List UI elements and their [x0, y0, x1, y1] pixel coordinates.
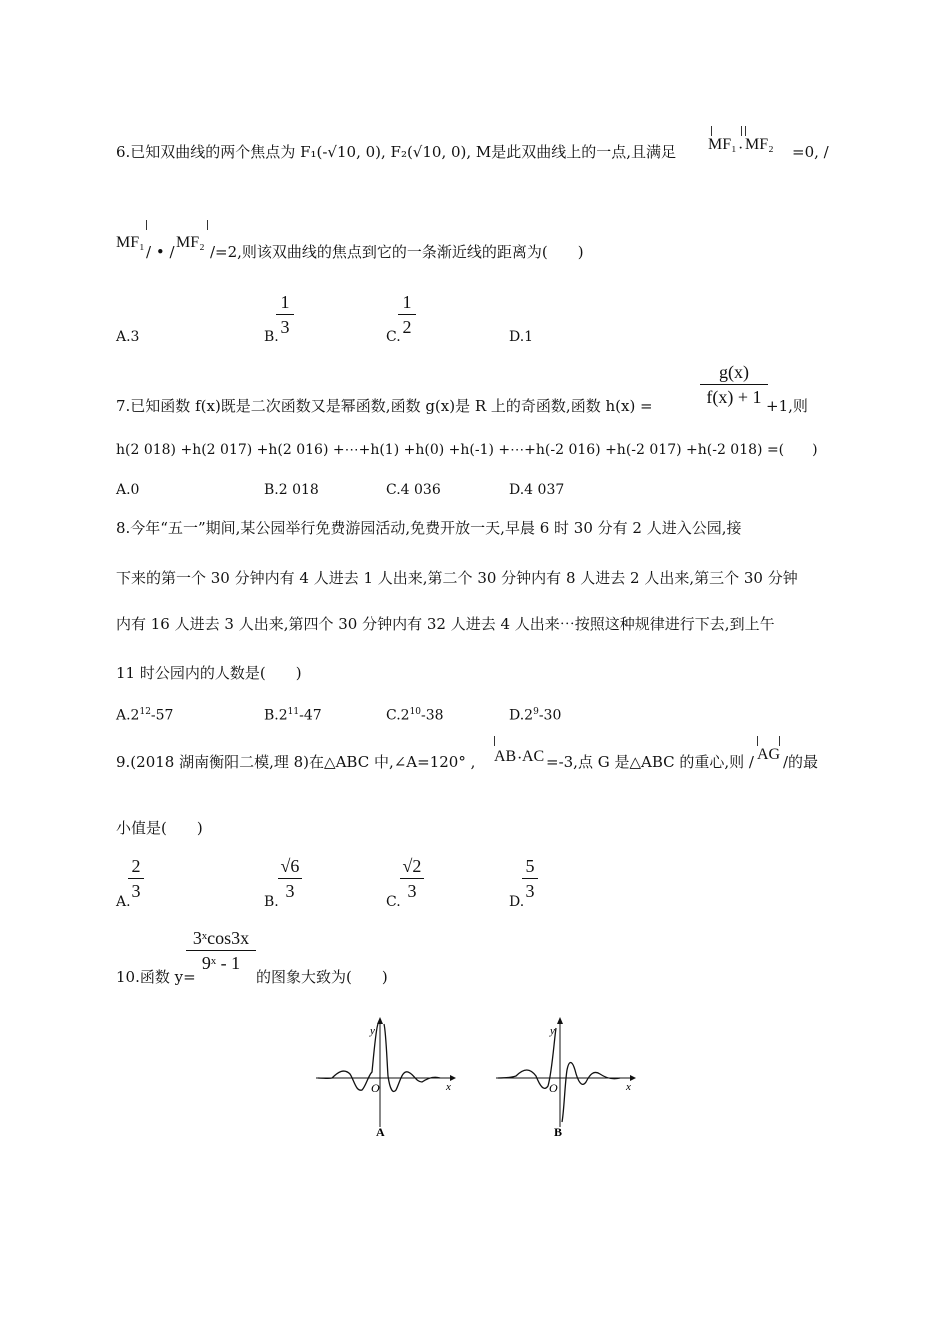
fraction-denominator: 3 [131, 881, 141, 901]
q9-vector-ag [757, 746, 780, 764]
x-axis-arrow-icon [450, 1075, 456, 1081]
vector-arrow-mark [741, 126, 742, 136]
q8-option-c[interactable] [386, 703, 444, 725]
q9-line1 [116, 752, 475, 772]
q6-option-c-fraction [398, 292, 416, 337]
q6-option-d-text: D.1 [509, 329, 534, 345]
q6-option-d[interactable] [509, 328, 533, 346]
q7-option-c-text: C.4 036 [386, 482, 441, 498]
q6-line2-vec-a-text: MF₁ [116, 234, 145, 251]
fraction-numerator: g(x) [719, 362, 749, 382]
curve-right [384, 1024, 440, 1091]
q8-line2-text: 下来的第一个 30 分钟内有 4 人进去 1 人出来,第二个 30 分钟内有 8 人进去 2 人出来,第三个 30 分钟 [116, 569, 798, 587]
q9-vec-ab-text: AB [494, 748, 517, 765]
q6-line2-end [210, 242, 584, 262]
q7-line1-end [766, 396, 808, 416]
q9-vector-ac [522, 748, 544, 766]
q6-vec-b-text: MF₂ [745, 136, 774, 153]
option-rest: -30 [538, 707, 562, 724]
option-base: C.2 [386, 707, 410, 724]
q7-option-a-text: A.0 [116, 482, 140, 498]
option-rest: -38 [421, 707, 444, 724]
q7-fraction [700, 362, 768, 407]
fraction-bar [186, 950, 256, 951]
fraction-bar [276, 314, 294, 315]
q9-mid [546, 752, 754, 772]
fraction-denominator: 3 [285, 881, 295, 901]
option-exponent: 9 [533, 707, 539, 717]
fraction-numerator: 5 [525, 856, 535, 876]
q6-line2-vector-mf1 [116, 234, 145, 252]
q9-line1-text: 9.(2018 湖南衡阳二模,理 8)在△ABC 中,∠A=120° , [116, 753, 476, 771]
q6-option-b-text: B. [264, 329, 279, 345]
q8-option-b[interactable] [264, 703, 322, 725]
q7-line1-text: 7.已知函数 f(x)既是二次函数又是幂函数,函数 g(x)是 R 上的奇函数,函数 h(x) = [116, 397, 653, 415]
q6-line2-vector-mf2 [176, 234, 205, 252]
curve-left [498, 1028, 556, 1088]
fraction-denominator: 3 [525, 881, 535, 901]
option-exponent: 11 [287, 707, 300, 717]
y-axis-label: y [550, 1025, 555, 1037]
option-exponent: 12 [139, 707, 151, 717]
q7-line2 [116, 440, 818, 460]
q6-line2-mid [146, 242, 175, 262]
q8-line1-text: 8.今年“五一”期间,某公园举行免费游园活动,免费开放一天,早晨 6 时 30 分有 2 人进入公园,接 [116, 519, 742, 537]
q9-option-b-text: B. [264, 894, 279, 910]
curve-left [318, 1024, 378, 1090]
q8-option-a[interactable] [116, 703, 173, 725]
fraction-denominator: f(x) + 1 [706, 387, 762, 407]
q8-line4-text: 11 时公园内的人数是( ) [116, 664, 302, 682]
q6-option-a-text: A.3 [116, 329, 140, 345]
y-axis-label: y [370, 1025, 375, 1037]
q7-option-b[interactable] [264, 481, 319, 499]
option-base: D.2 [509, 707, 534, 724]
q9-option-b-fraction [278, 856, 302, 901]
q10-prefix [116, 967, 196, 987]
q10-suffix [256, 967, 388, 987]
vector-arrow-mark [207, 220, 208, 230]
q9-option-a-text: A. [116, 894, 131, 910]
origin-label: O [549, 1081, 558, 1095]
q8-line3 [116, 614, 775, 634]
fraction-numerator: 1 [280, 292, 290, 312]
q7-option-d-text: D.4 037 [509, 482, 565, 498]
fraction-bar [398, 314, 416, 315]
option-rest: -57 [150, 707, 174, 724]
graph-a[interactable] [310, 1012, 460, 1142]
fraction-denominator: 3 [280, 317, 290, 337]
q9-mid-text: =-3,点 G 是△ABC 的重心,则 / [546, 753, 754, 771]
x-axis-arrow-icon [630, 1075, 636, 1081]
vector-arrow-mark [745, 126, 746, 136]
q6-option-c-text: C. [386, 329, 401, 345]
q6-line2-end-text: /=2,则该双曲线的焦点到它的一条渐近线的距离为( ) [210, 243, 584, 261]
q8-line1 [116, 518, 742, 538]
option-base: B.2 [264, 707, 288, 724]
fraction-denominator: 9ˣ - 1 [201, 953, 241, 973]
fraction-numerator: √6 [280, 856, 300, 876]
q8-option-d[interactable] [509, 703, 561, 725]
fraction-bar [700, 384, 768, 385]
graph-b[interactable] [490, 1012, 640, 1142]
q6-line2-mid-text: / • / [146, 243, 175, 261]
x-axis-label: x [446, 1081, 451, 1093]
curve-right [562, 1063, 620, 1123]
q7-option-c[interactable] [386, 481, 441, 499]
vector-arrow-mark [494, 736, 495, 746]
option-exponent: 10 [409, 707, 422, 717]
q8-line4 [116, 663, 302, 683]
q6-vector-mf1 [708, 136, 737, 154]
y-axis-arrow-icon [377, 1017, 383, 1024]
q7-option-a[interactable] [116, 481, 139, 499]
q9-line2 [116, 818, 203, 838]
q8-line3-text: 内有 16 人进去 3 人出来,第四个 30 分钟内有 32 人进去 4 人出来⋯按照这种规律进行下去,到上午 [116, 615, 775, 633]
q7-line1 [116, 396, 653, 416]
q10-prefix-text: 10.函数 y= [116, 968, 196, 986]
q9-line1-end [783, 752, 818, 772]
q9-line1-end-text: /的最 [783, 753, 819, 771]
fraction-numerator: 1 [402, 292, 412, 312]
q6-vector-mf2 [745, 136, 774, 154]
fraction-bar [400, 878, 424, 879]
fraction-numerator: √2 [402, 856, 422, 876]
fraction-denominator: 2 [402, 317, 412, 337]
fraction-denominator: 3 [407, 881, 417, 901]
q9-option-d-fraction [522, 856, 538, 901]
q7-line1-end-text: +1,则 [766, 397, 808, 415]
q6-line1-end-text: =0, / [792, 143, 829, 161]
q8-line2 [116, 568, 798, 588]
graph-a-label: A [376, 1125, 385, 1139]
q9-vec-ag-text: AG [757, 746, 781, 763]
option-base: A.2 [116, 707, 140, 724]
vector-arrow-mark [779, 736, 780, 746]
q6-line1-text: 6.已知双曲线的两个焦点为 F₁(-√10, 0), F₂(√10, 0), M是此双曲线上的一点,且满足 [116, 143, 677, 161]
q6-dot [738, 140, 743, 158]
vector-arrow-mark [757, 736, 758, 746]
q9-line2-text: 小值是( ) [116, 819, 203, 837]
q7-option-b-text: B.2 018 [264, 482, 319, 498]
origin-label: O [371, 1081, 380, 1095]
q9-option-c-fraction [400, 856, 424, 901]
x-axis-label: x [626, 1081, 631, 1093]
q9-option-a-fraction [128, 856, 144, 901]
q7-option-d[interactable] [509, 481, 564, 499]
q10-fraction [186, 928, 256, 973]
option-rest: -47 [299, 707, 322, 724]
fraction-bar [278, 878, 302, 879]
y-axis-arrow-icon [557, 1017, 563, 1024]
q6-option-a[interactable] [116, 328, 139, 346]
q6-vec-a-text: MF₁ [708, 136, 737, 153]
q6-line1 [116, 142, 676, 162]
vector-arrow-mark [146, 220, 147, 230]
q9-option-d-text: D. [509, 894, 525, 910]
q7-line2-text: h(2 018) +h(2 017) +h(2 016) +⋯+h(1) +h(0) +h(-1) +⋯+h(-2 016) +h(-2 017) +h(-2 018) =( ) [116, 442, 818, 458]
q6-line2-vec-b-text: MF₂ [176, 234, 205, 251]
q6-option-b-fraction [276, 292, 294, 337]
q6-line1-end [792, 142, 829, 162]
fraction-bar [128, 878, 144, 879]
fraction-numerator: 3ˣcos3x [192, 928, 250, 948]
q6-dot-text: · [738, 140, 744, 157]
vector-arrow-mark [711, 126, 712, 136]
q9-vector-ab [494, 748, 516, 766]
q10-suffix-text: 的图象大致为( ) [256, 968, 388, 986]
q9-option-b[interactable] [264, 893, 279, 911]
graph-b-label: B [554, 1125, 563, 1139]
q9-dot-text: · [517, 750, 523, 767]
fraction-numerator: 2 [131, 856, 141, 876]
q9-option-c[interactable] [386, 893, 401, 911]
fraction-bar [522, 878, 538, 879]
q9-vec-ac-text: AC [522, 748, 545, 765]
q9-option-c-text: C. [386, 894, 401, 910]
